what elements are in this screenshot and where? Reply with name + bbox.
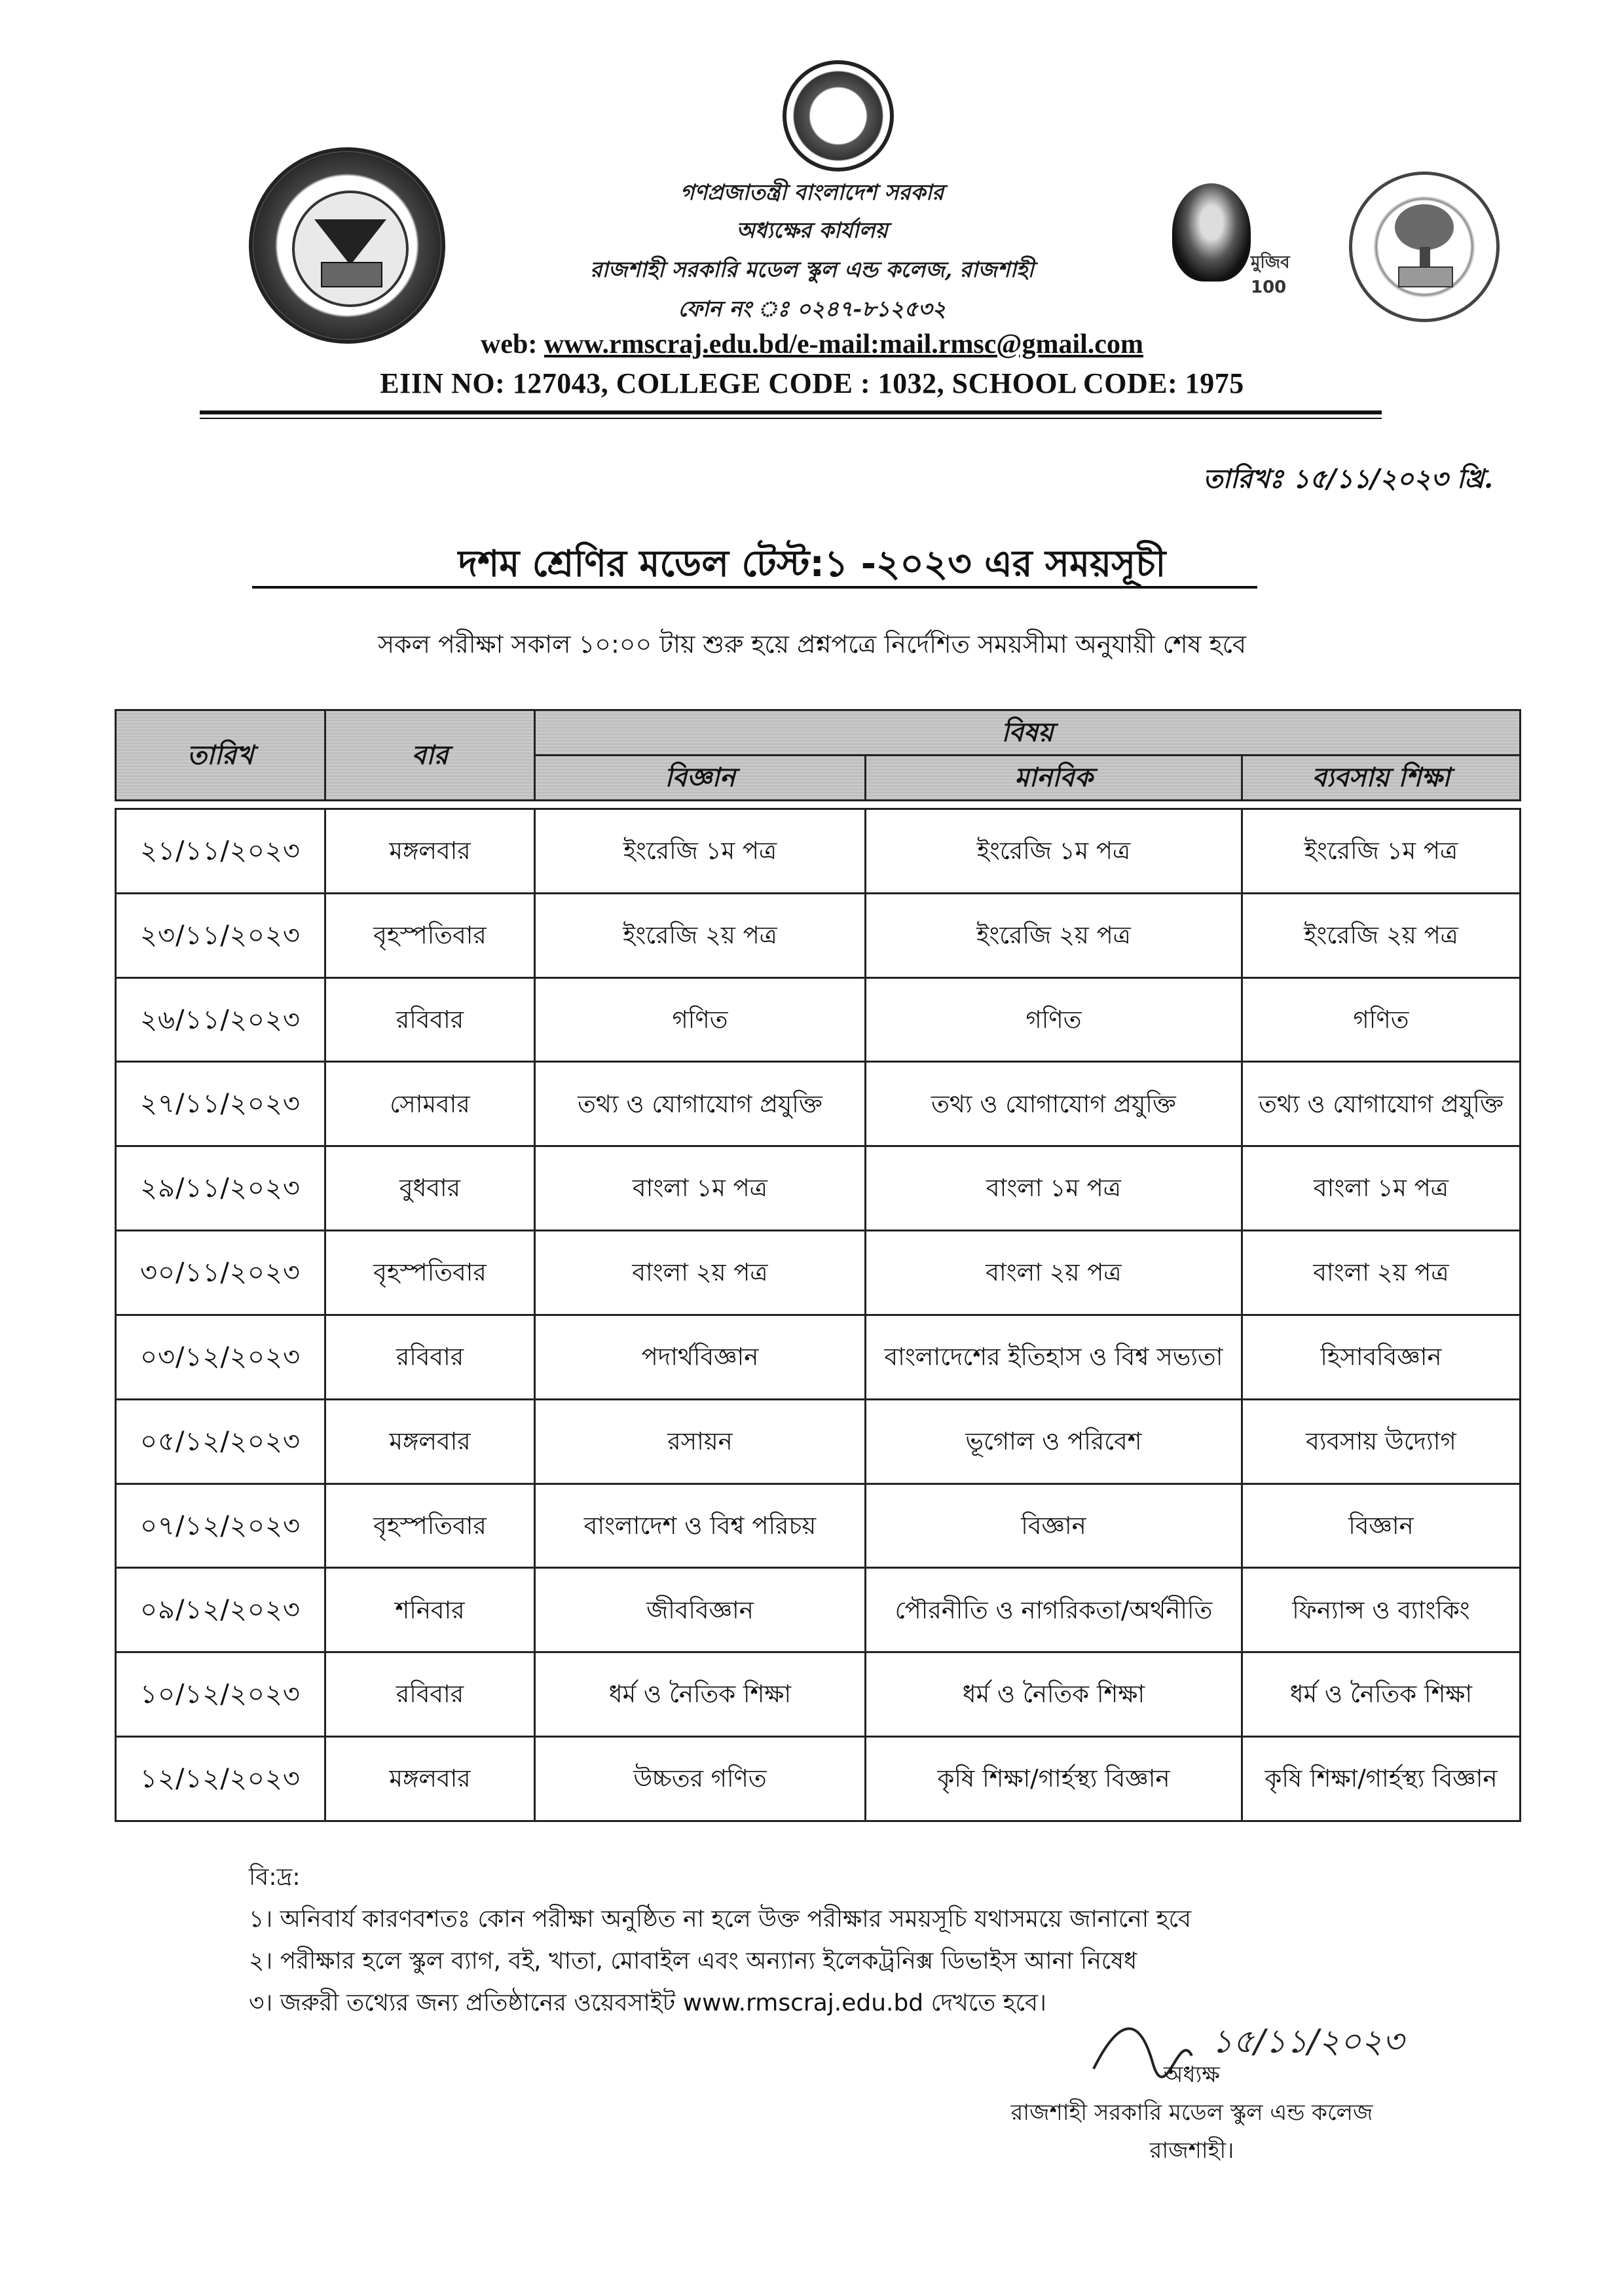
cell-date: ১২/১২/২০২৩ [116,1737,325,1821]
cell-science: ইংরেজি ১ম পত্র [535,809,866,894]
web-email-link[interactable]: www.rmscraj.edu.bd/e-mail:mail.rmsc@gmail.com [544,329,1143,359]
cell-day: শনিবার [325,1568,535,1652]
signature-block [930,2056,1454,2170]
cell-date: ১০/১২/২০২৩ [116,1652,325,1737]
table-row [116,1146,1521,1231]
cell-day: রবিবার [325,1652,535,1737]
gov-line: গণপ্রজাতন্ত্রী বাংলাদেশ সরকার [680,179,944,205]
cell-business: বিজ্ঞান [1242,1484,1521,1568]
eiin-line: EIIN NO: 127043, COLLEGE CODE : 1032, SCHOOL CODE: 1975 [380,367,1244,399]
table-row [116,1315,1521,1399]
cell-humanities: বাংলা ২য় পত্র [866,1231,1242,1315]
cell-business: তথ্য ও যোগাযোগ প্রযুক্তি [1242,1062,1521,1146]
cell-day: বৃহস্পতিবার [325,1484,535,1568]
cell-date: ৩০/১১/২০২৩ [116,1231,325,1315]
cell-date: ২৭/১১/২০২৩ [116,1062,325,1146]
cell-day: বুধবার [325,1146,535,1231]
cell-science: বাংলা ১ম পত্র [535,1146,866,1231]
cell-science: পদার্থবিজ্ঞান [535,1315,866,1399]
notes-heading: বি:দ্র: [249,1864,301,1891]
signature-title: অধ্যক্ষ [1164,2062,1220,2088]
cell-business: ফিন্যান্স ও ব্যাংকিং [1242,1568,1521,1652]
table-row [116,1062,1521,1146]
cell-humanities: তথ্য ও যোগাযোগ প্রযুক্তি [866,1062,1242,1146]
table-row [116,1399,1521,1484]
header-subject: বিষয় [535,710,1521,756]
cell-date: ২১/১১/২০২৩ [116,809,325,894]
table-row [116,977,1521,1062]
header-date: তারিখ [116,710,325,801]
title-underline [252,586,1257,589]
table-row [116,1484,1521,1568]
cell-day: মঙ্গলবার [325,809,535,894]
cell-humanities: ভূগোল ও পরিবেশ [866,1399,1242,1484]
cell-date: ২৩/১১/২০২৩ [116,893,325,977]
institution-line: রাজশাহী সরকারি মডেল স্কুল এন্ড কলেজ, রাজশাহী [590,257,1034,282]
cell-day: রবিবার [325,977,535,1062]
cell-day: বৃহস্পতিবার [325,893,535,977]
cell-science: উচ্চতর গণিত [535,1737,866,1821]
signature-handwritten-date: ১৫/১১/২০২৩ [1211,2022,1404,2060]
cell-business: বাংলা ২য় পত্র [1242,1231,1521,1315]
note-item: ২। পরীক্ষার হলে স্কুল ব্যাগ, বই, খাতা, মোবাইল এবং অন্যান্য ইলেকট্রনিক্স ডিভাইস আনা নিষেধ [249,1948,1137,1975]
cell-business: ইংরেজি ১ম পত্র [1242,809,1521,894]
cell-science: ইংরেজি ২য় পত্র [535,893,866,977]
cell-humanities: ধর্ম ও নৈতিক শিক্ষা [866,1652,1242,1737]
header-humanities: মানবিক [866,756,1242,801]
cell-day: বৃহস্পতিবার [325,1231,535,1315]
header-divider [200,410,1382,414]
cell-business: বাংলা ১ম পত্র [1242,1146,1521,1231]
note-item: ৩। জরুরী তথ্যের জন্য প্রতিষ্ঠানের ওয়েবসাইট www.rmscraj.edu.bd দেখতে হবে। [249,1990,1046,2016]
office-line: অধ্যক্ষের কার্যালয় [736,217,888,243]
cell-business: ইংরেজি ২য় পত্র [1242,893,1521,977]
cell-science: রসায়ন [535,1399,866,1484]
cell-business: গণিত [1242,977,1521,1062]
cell-humanities: বাংলা ১ম পত্র [866,1146,1242,1231]
header-gap [116,801,1521,809]
cell-science: গণিত [535,977,866,1062]
cell-humanities: ইংরেজি ২য় পত্র [866,893,1242,977]
header-business: ব্যবসায় শিক্ষা [1242,756,1521,801]
note-item: ১। অনিবার্য কারণবশতঃ কোন পরীক্ষা অনুষ্ঠিত না হলে উক্ত পরীক্ষার সময়সূচি যথাসময়ে জানানো হবে [249,1906,1192,1933]
cell-business: ধর্ম ও নৈতিক শিক্ষা [1242,1652,1521,1737]
cell-date: ০৩/১২/২০২৩ [116,1315,325,1399]
cell-humanities: পৌরনীতি ও নাগরিকতা/অর্থনীতি [866,1568,1242,1652]
web-prefix: web: [481,329,544,359]
cell-science: বাংলা ২য় পত্র [535,1231,866,1315]
header-science: বিজ্ঞান [535,756,866,801]
cell-science: ধর্ম ও নৈতিক শিক্ষা [535,1652,866,1737]
signature-city: রাজশাহী। [1149,2138,1234,2164]
table-row [116,1737,1521,1821]
cell-day: মঙ্গলবার [325,1399,535,1484]
cell-date: ০৭/১২/২০২৩ [116,1484,325,1568]
cell-business: কৃষি শিক্ষা/গার্হস্থ্য বিজ্ঞান [1242,1737,1521,1821]
mujib-logo-text: মুজিব 100 [1251,253,1290,297]
table-row [116,1231,1521,1315]
cell-date: ০৯/১২/২০২৩ [116,1568,325,1652]
cell-day: মঙ্গলবার [325,1737,535,1821]
cell-humanities: কৃষি শিক্ষা/গার্হস্থ্য বিজ্ঞান [866,1737,1242,1821]
cell-science: জীববিজ্ঞান [535,1568,866,1652]
phone-line: ফোন নং ঃ ০২৪৭-৮১২৫৩২ [678,296,946,321]
cell-humanities: বাংলাদেশের ইতিহাস ও বিশ্ব সভ্যতা [866,1315,1242,1399]
notes-section [249,1857,1191,2024]
exam-schedule-table [115,709,1521,1822]
government-seal-icon [783,60,894,172]
cell-date: ২৯/১১/২০২৩ [116,1146,325,1231]
page-title: দশম শ্রেণির মডেল টেস্ট:১ -২০২৩ এর সময়সূচী [458,543,1166,585]
cell-date: ০৫/১২/২০২৩ [116,1399,325,1484]
signature-institution: রাজশাহী সরকারি মডেল স্কুল এন্ড কলেজ [1010,2100,1373,2126]
document-date: তারিখঃ ১৫/১১/২০২৩ খ্রি. [1203,464,1493,494]
cell-business: হিসাববিজ্ঞান [1242,1315,1521,1399]
cell-day: রবিবার [325,1315,535,1399]
cell-science: তথ্য ও যোগাযোগ প্রযুক্তি [535,1062,866,1146]
page-subtitle: সকল পরীক্ষা সকাল ১০:০০ টায় শুরু হয়ে প্রশ্নপত্রে নির্দেশিত সময়সীমা অনুযায়ী শেষ হবে [377,630,1247,659]
cell-humanities: বিজ্ঞান [866,1484,1242,1568]
table-row [116,893,1521,977]
cell-day: সোমবার [325,1062,535,1146]
table-row [116,1652,1521,1737]
header-divider-thin [200,418,1382,419]
cell-humanities: ইংরেজি ১ম পত্র [866,809,1242,894]
cell-humanities: গণিত [866,977,1242,1062]
table-row [116,1568,1521,1652]
cell-business: ব্যবসায় উদ্যোগ [1242,1399,1521,1484]
cell-date: ২৬/১১/২০২৩ [116,977,325,1062]
header-day: বার [325,710,535,801]
cell-science: বাংলাদেশ ও বিশ্ব পরিচয় [535,1484,866,1568]
web-line [0,329,1624,360]
table-row [116,809,1521,894]
